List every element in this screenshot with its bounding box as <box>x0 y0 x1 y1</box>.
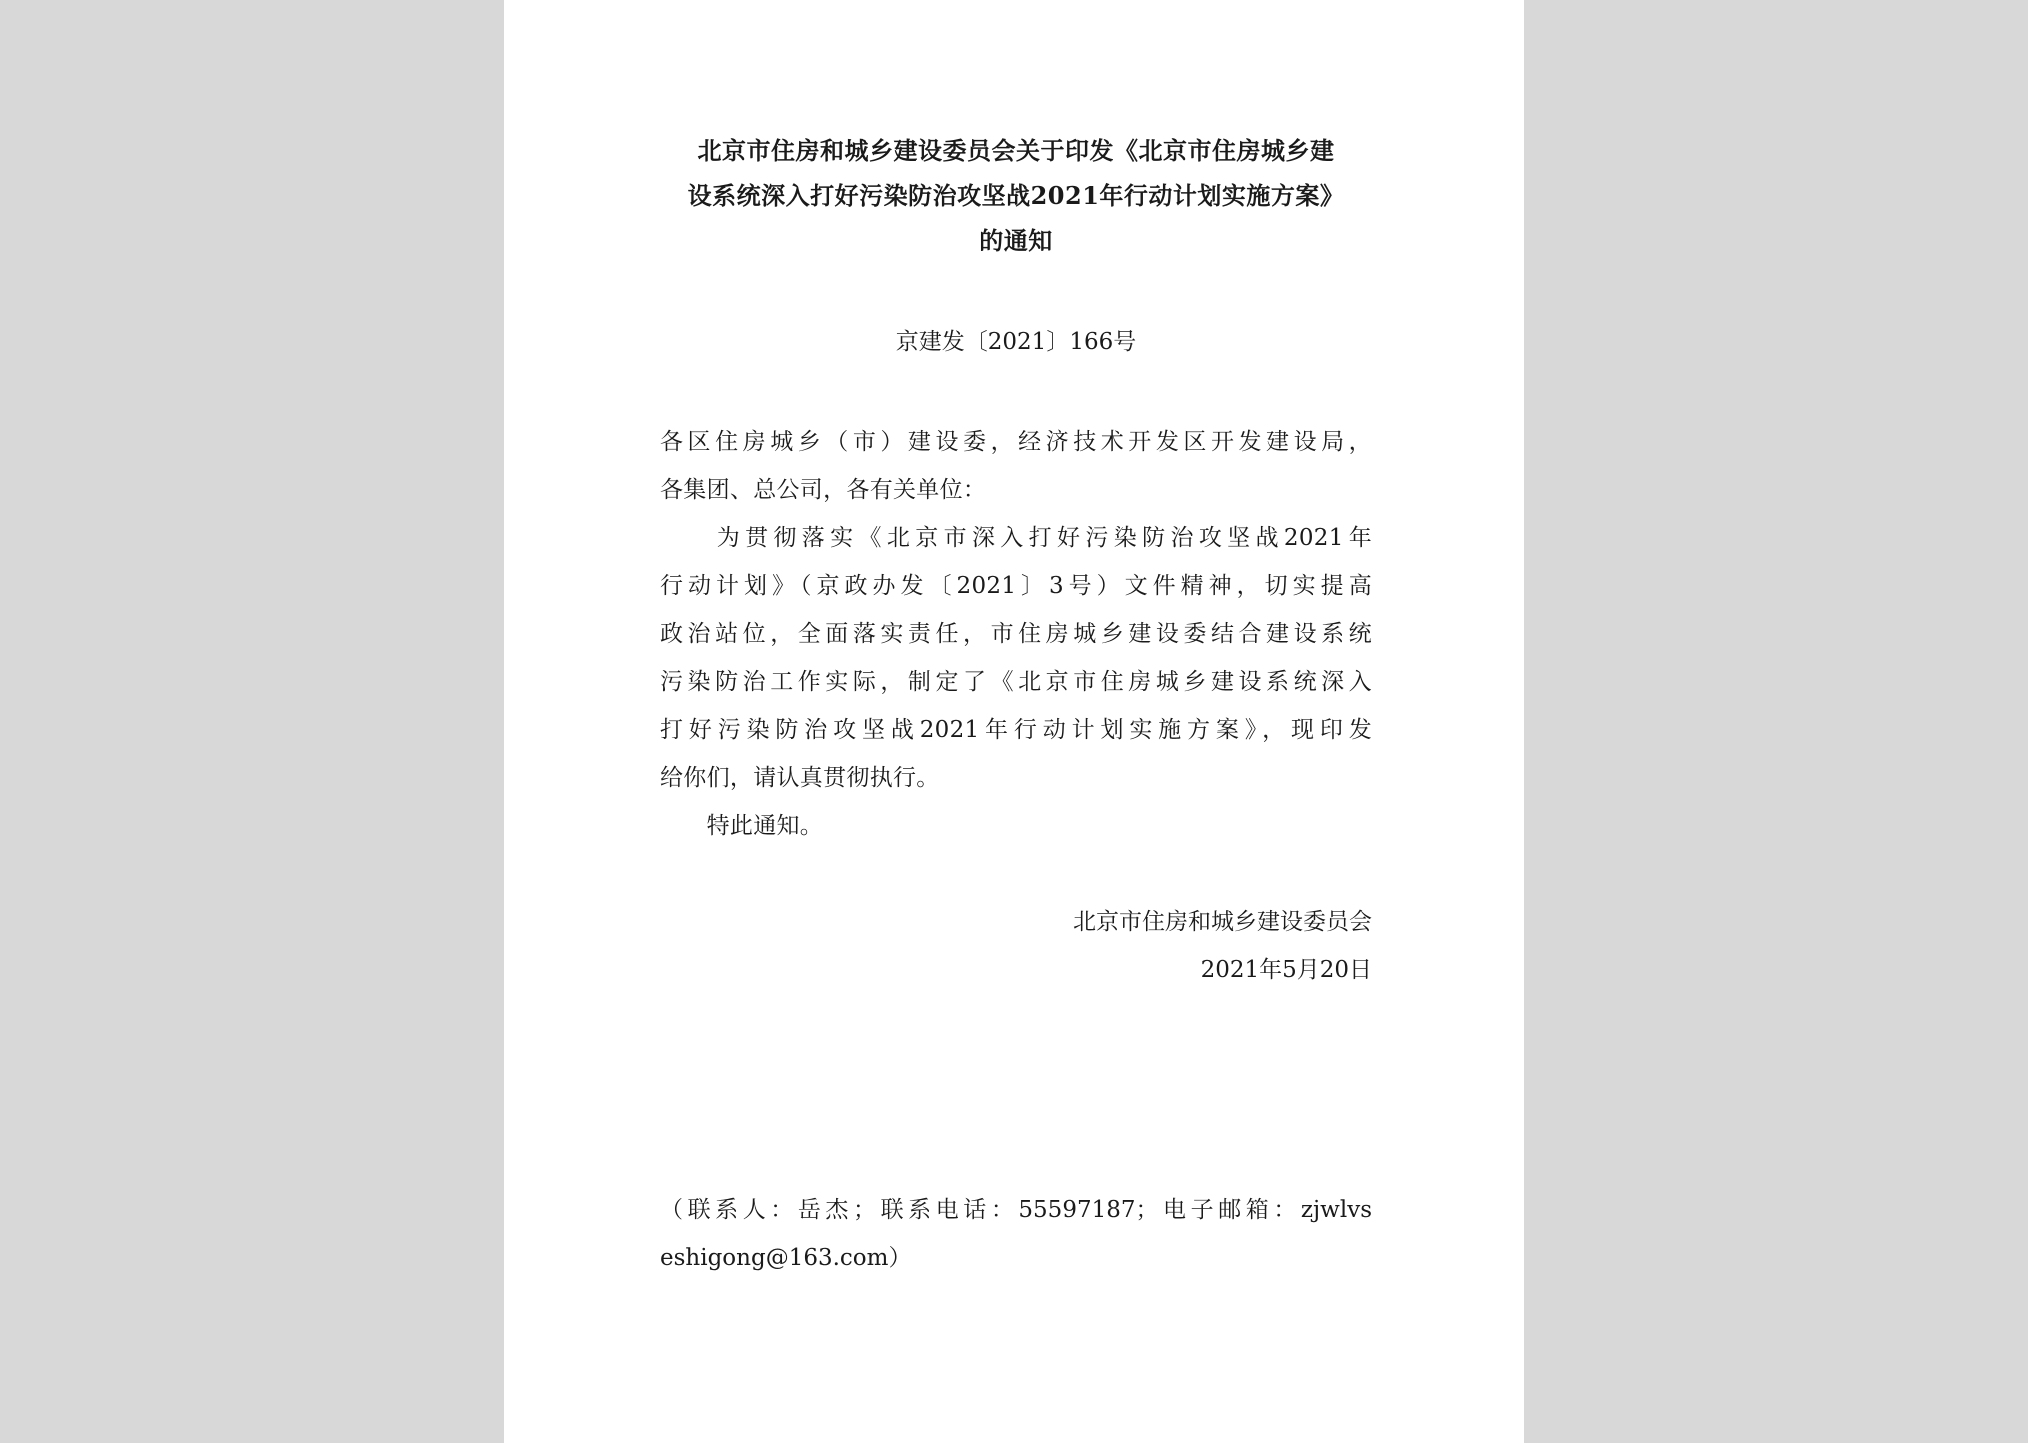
contact-line: eshigong@163.com） <box>660 1245 912 1271</box>
contact-line: （联系人：岳杰；联系电话：55597187；电子邮箱：zjwlvs <box>660 1197 1372 1223</box>
document-page <box>504 0 1524 1443</box>
body-line: 给你们，请认真贯彻执行。 <box>660 765 940 791</box>
body-line: 打好污染防治攻坚战2021年行动计划实施方案》，现印发 <box>660 717 1372 743</box>
document-signature <box>660 898 1372 994</box>
body-line: 各区住房城乡（市）建设委，经济技术开发区开发建设局， <box>660 429 1372 455</box>
body-line: 政治站位，全面落实责任，市住房城乡建设委结合建设系统 <box>660 621 1372 647</box>
title-line-2: 设系统深入打好污染防治攻坚战2021年行动计划实施方案》 <box>687 181 1345 210</box>
title-line-3: 的通知 <box>979 226 1053 255</box>
document-number: 京建发〔2021〕166号 <box>895 329 1137 355</box>
body-line: 各集团、总公司，各有关单位： <box>660 477 987 503</box>
document-title <box>660 128 1372 263</box>
signature-date: 2021年5月20日 <box>1200 957 1372 983</box>
signature-organization: 北京市住房和城乡建设委员会 <box>1073 909 1372 935</box>
body-line: 污染防治工作实际，制定了《北京市住房城乡建设系统深入 <box>660 669 1372 695</box>
body-line: 行动计划》（京政办发〔2021〕3号）文件精神，切实提高 <box>660 573 1372 599</box>
title-line-1: 北京市住房和城乡建设委员会关于印发《北京市住房城乡建 <box>697 136 1335 165</box>
body-line: 特此通知。 <box>660 813 824 839</box>
document-body <box>660 418 1372 850</box>
body-line: 为贯彻落实《北京市深入打好污染防治攻坚战2021年 <box>660 525 1372 551</box>
contact-info <box>660 1186 1372 1282</box>
